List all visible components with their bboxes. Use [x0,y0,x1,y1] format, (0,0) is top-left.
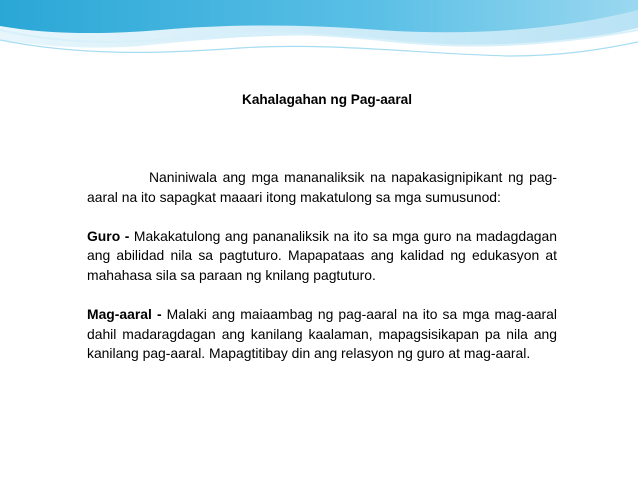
wave-header-decoration [0,0,638,90]
mag-aaral-text: Malaki ang maiaambag ng pag-aaral na ito sa mga mag-aaral dahil madaragdagan ang kanilang kaalaman, mapagsisikapan pa nila ang kanilang pag-aaral. Mapagtitibay din ang relasyon ng guro at mag-aaral. [87,306,557,362]
mag-aaral-term: Mag-aaral - [87,306,162,323]
intro-paragraph: Naniniwala ang mga mananaliksik na napakasignipikant ng pag-aaral na ito sapagkat maaari itong makatulong sa mga sumusunod: [87,169,557,205]
guro-paragraph [87,227,557,286]
slide-body [87,168,557,384]
guro-text: Makakatulong ang pananaliksik na ito sa mga guro na madagdagan ang abilidad nila sa pagtuturo. Mapapataas ang kalidad ng edukasyon at mahahasa sila sa paraan ng knilang pagtuturo. [87,227,557,283]
mag-aaral-paragraph [87,305,557,364]
guro-term: Guro - [87,227,130,244]
slide-title: Kahalagahan ng Pag-aaral [242,92,412,107]
